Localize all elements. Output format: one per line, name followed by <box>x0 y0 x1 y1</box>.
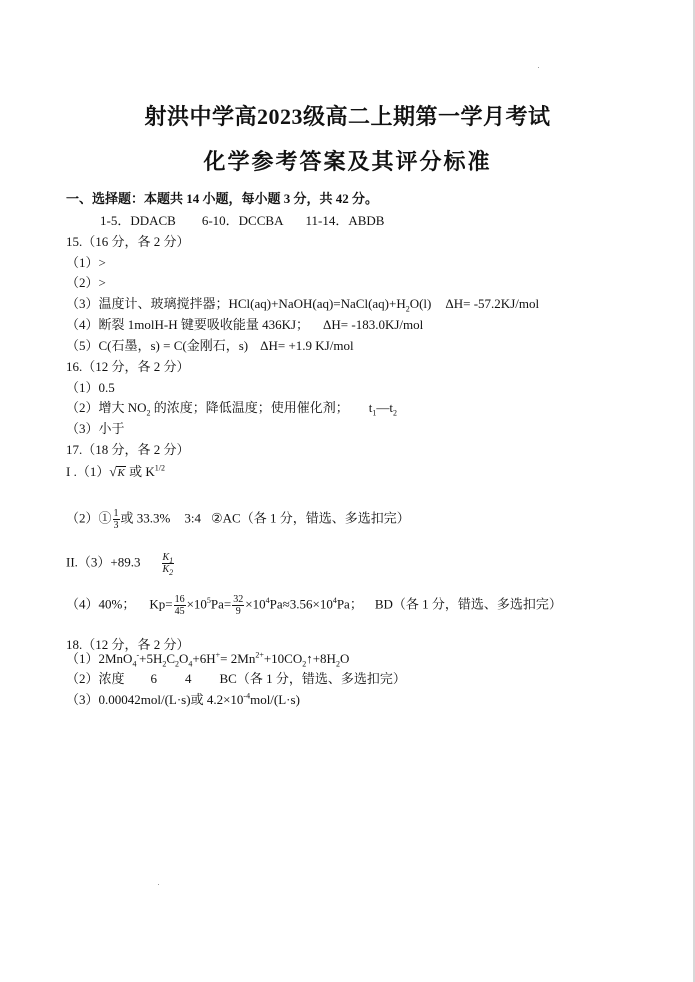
q15-dh-5: ΔH= +1.9 KJ/mol <box>260 338 354 353</box>
mc-answers <box>100 213 384 229</box>
q18-answer-1: $(1)2MnO_4^-+5H_2C_2O_4+6H^+=$ $2Mn^{2+}+10CO_2↑+8H_2O$ <box>66 650 350 669</box>
q16-answer-2: （2）增大 $NO_2$ 的浓度；降低温度；使用催化剂； $t_1—t_2$ <box>66 400 398 418</box>
fraction-one-third: $\frac{1}{3}$ <box>113 508 119 531</box>
mc-answers-11-14: 11-14．ABDB <box>305 213 385 228</box>
q15-answer-1: （1）> <box>66 255 106 270</box>
q15-answer-5: （5）C(石墨，s) = C(金刚石，s) ΔH= +1.9 KJ/mol <box>66 338 354 353</box>
q15-header: 15.（16 分，各 2 分） <box>66 234 190 249</box>
fraction-16-45: $\frac{16}{45}$ <box>174 594 185 617</box>
fraction-k1-k2: $\frac{K_1}{K_2}$ <box>162 552 174 577</box>
q17-answer-2: （2）① $\frac{1}{3}$ 或 33.3% 3:4 ②AC（各 1 分，错选、多选扣完） <box>66 508 410 531</box>
document-subtitle: 化学参考答案及其评分标准 <box>203 149 492 174</box>
q16-header: 16.（12 分，各 2 分） <box>66 359 190 374</box>
q17-part-i-1: I .（1）√K 或 $K^{1/2}$ <box>66 463 165 479</box>
document-title: 射洪中学高2023级高二上期第一学月考试 <box>144 104 551 129</box>
q15-dh-4: ΔH= -183.0KJ/mol <box>323 317 424 332</box>
q18-answer-2: （2）浓度 6 4 BC（各 1 分，错选、多选扣完） <box>66 671 406 686</box>
q17-part-ii-3: II.（3）+89.3 $\frac{K_1}{K_2}$ <box>66 552 174 577</box>
mc-answers-1-5: 1-5．DDACB <box>100 213 176 228</box>
q16-answer-3: （3）小于 <box>66 421 125 436</box>
q15-answer-4: （4）断裂 1molH-H 键要吸收能量 436KJ； ΔH= -183.0KJ/mol <box>66 317 424 332</box>
mc-answers-6-10: 6-10．DCCBA <box>201 213 284 228</box>
q18-header: 18.（12 分，各 2 分） <box>66 637 190 652</box>
scan-speck <box>538 67 539 68</box>
sqrt-k: √K <box>109 464 125 479</box>
section-1-heading: 一、选择题：本题共 14 小题，每小题 3 分，共 42 分。 <box>66 191 379 206</box>
q17-header: 17.（18 分，各 2 分） <box>66 442 190 457</box>
q15-answer-3: （3）温度计、玻璃搅拌器；$HCl(aq)+NaOH(aq)=NaCl(aq)+H_2O(l)$ ΔH= -57.2KJ/mol <box>66 296 540 314</box>
q15-dh-3: ΔH= -57.2KJ/mol <box>445 296 540 311</box>
q16-answer-1: （1）0.5 <box>66 380 115 395</box>
q17-answer-4: （4）40%； Kp= $\frac{16}{45}$ $\times 10^5Pa=$ $\frac{32}{9}$ $\times 10^4Pa\approx 3.56\times 10^4Pa$； BD（各 1 分，错选、多选扣完） <box>66 594 562 617</box>
q15-answer-2: （2）> <box>66 275 106 290</box>
scan-speck <box>158 884 159 885</box>
fraction-32-9: $\frac{32}{9}$ <box>233 594 244 617</box>
q18-answer-3: （3）0.00042mol/(L·s)或 $4.2\times 10^{-4}mol/(L\cdot s)$ <box>66 691 300 707</box>
